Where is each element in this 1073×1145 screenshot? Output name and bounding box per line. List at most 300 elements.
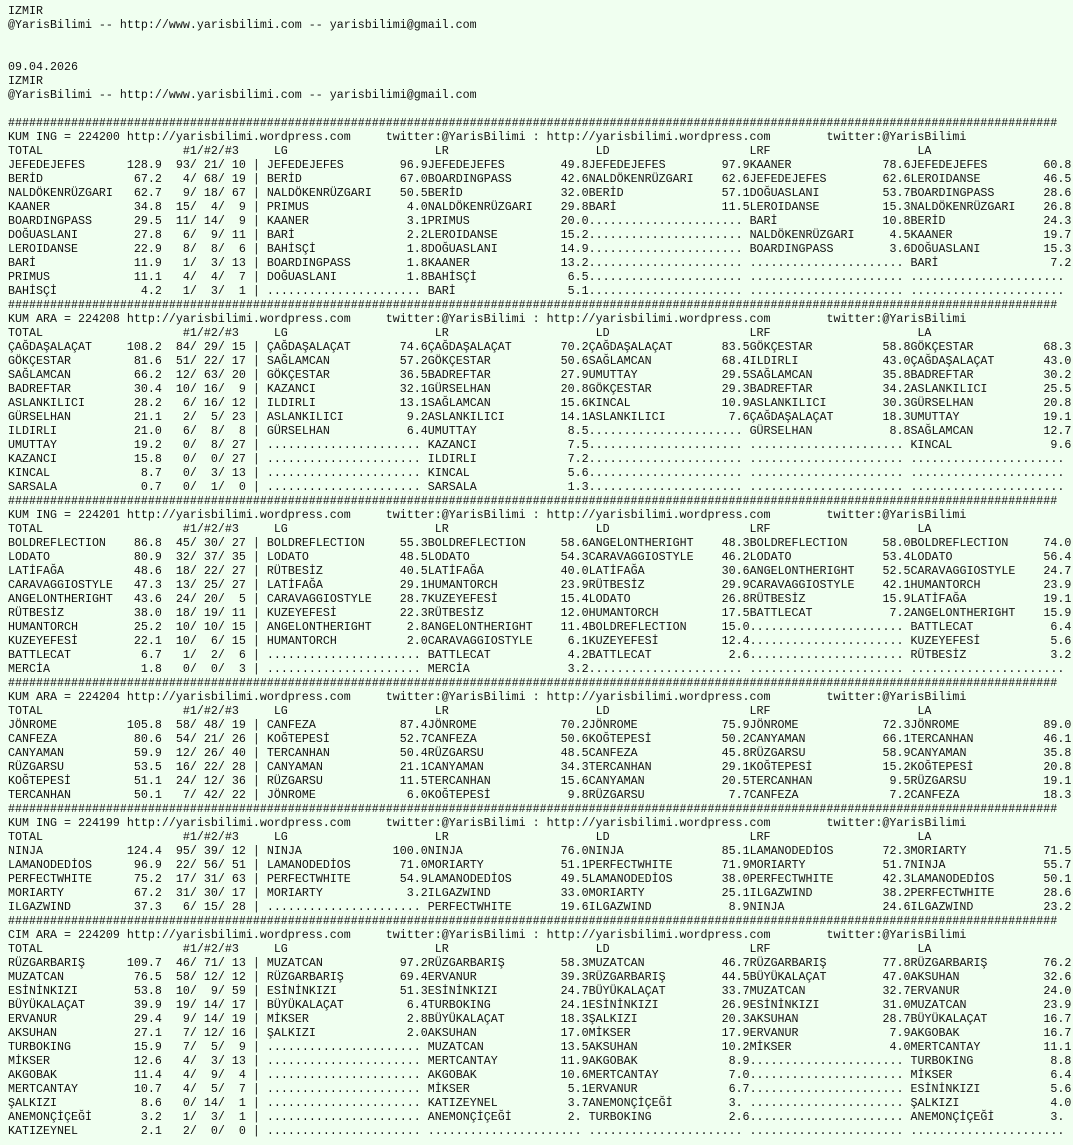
lr-value: 15.2 bbox=[553, 228, 589, 242]
lg-name: GÖKÇESTAR bbox=[266, 368, 393, 382]
column-divider: | bbox=[245, 382, 267, 396]
place-counts: 7/ 42/ 22 bbox=[161, 788, 246, 802]
lg-name: LAMANODEDİOS bbox=[266, 858, 393, 872]
lrf-value: 34.2 bbox=[875, 382, 911, 396]
lr-value: 12.0 bbox=[553, 606, 589, 620]
place-counts: 0/ 1/ 0 bbox=[161, 480, 246, 494]
spacer: : bbox=[525, 130, 547, 144]
la-name: GÜRSELHAN bbox=[910, 396, 1037, 410]
la-name: AKGOBAK bbox=[910, 1026, 1037, 1040]
place-counts: 93/ 21/ 10 bbox=[161, 158, 246, 172]
lg-empty: ...................... bbox=[266, 1054, 428, 1068]
table-row bbox=[8, 998, 1073, 1012]
ld-name: CANFEZA bbox=[588, 746, 715, 760]
lr-name: LODATO bbox=[427, 550, 554, 564]
total-name: BOARDINGPASS bbox=[8, 214, 113, 228]
ld-name: ERVANUR bbox=[588, 1082, 715, 1096]
lrf-value: 78.6 bbox=[875, 158, 911, 172]
lg-value: 28.7 bbox=[392, 592, 428, 606]
la-value: 32.6 bbox=[1036, 970, 1072, 984]
total-name: LEROIDANSE bbox=[8, 242, 113, 256]
lrf-value: 51.7 bbox=[875, 858, 911, 872]
place-counts: 95/ 39/ 12 bbox=[161, 844, 246, 858]
lr-value: 39.3 bbox=[553, 970, 589, 984]
site-link: http://yarisbilimi.wordpress.com bbox=[546, 816, 771, 830]
column-divider: | bbox=[245, 998, 267, 1012]
column-divider: | bbox=[245, 368, 267, 382]
place-counts: 24/ 20/ 5 bbox=[161, 592, 246, 606]
la-value: 16.7 bbox=[1036, 1012, 1072, 1026]
total-name: GÜRSELHAN bbox=[8, 410, 113, 424]
lg-value: 51.3 bbox=[392, 984, 428, 998]
spacer bbox=[771, 690, 827, 704]
column-divider: | bbox=[245, 410, 267, 424]
ld-name: CARAVAGGIOSTYLE bbox=[588, 550, 715, 564]
lg-name: GÜRSELHAN bbox=[266, 424, 393, 438]
lg-name: MORIARTY bbox=[266, 886, 393, 900]
lr-name: KAZANCI bbox=[427, 438, 554, 452]
place-counts: 10/ 10/ 15 bbox=[161, 620, 246, 634]
lr-value: 40.0 bbox=[553, 564, 589, 578]
total-name: SAĞLAMCAN bbox=[8, 368, 113, 382]
place-counts: 31/ 30/ 17 bbox=[161, 886, 246, 900]
lg-name: ESİNİNKIZI bbox=[266, 984, 393, 998]
table-row bbox=[8, 620, 1073, 634]
table-row bbox=[8, 480, 1073, 494]
place-counts: 10/ 16/ 9 bbox=[161, 382, 246, 396]
la-name: MUZATCAN bbox=[910, 998, 1037, 1012]
la-name: NALDÖKENRÜZGARI bbox=[910, 200, 1037, 214]
total-name: ILGAZWIND bbox=[8, 900, 113, 914]
city-line: IZMIR bbox=[8, 4, 43, 18]
place-counts: 18/ 19/ 11 bbox=[161, 606, 246, 620]
twitter-handle: twitter:@YarisBilimi bbox=[826, 816, 967, 830]
lr-name: TURBOKING bbox=[427, 998, 554, 1012]
la-name: ERVANUR bbox=[910, 984, 1037, 998]
header-places: #1/#2/#3 bbox=[182, 326, 274, 340]
table-row bbox=[8, 438, 1073, 452]
total-name: BÜYÜKALAÇAT bbox=[8, 998, 113, 1012]
total-name: NALDÖKENRÜZGARI bbox=[8, 186, 113, 200]
ld-value: 50.2 bbox=[714, 732, 750, 746]
total-name: KATIZEYNEL bbox=[8, 1124, 113, 1138]
lg-name: HUMANTORCH bbox=[266, 634, 393, 648]
total-name: ANGELONTHERIGHT bbox=[8, 592, 113, 606]
header-lg: LG bbox=[273, 522, 435, 536]
separator-line bbox=[8, 802, 1073, 816]
lr-name: CARAVAGGIOSTYLE bbox=[427, 634, 554, 648]
lrf-value: 28.7 bbox=[875, 1012, 911, 1026]
lrf-name: MORIARTY bbox=[749, 858, 876, 872]
header-lr: LR bbox=[434, 326, 596, 340]
lrf-empty: ...................... bbox=[749, 438, 911, 452]
place-counts: 4/ 68/ 19 bbox=[161, 172, 246, 186]
lg-name: ILDIRLI bbox=[266, 396, 393, 410]
lg-value: 74.6 bbox=[392, 340, 428, 354]
la-empty: ...................... bbox=[910, 270, 1072, 284]
lr-name: ANEMONÇİÇEĞİ bbox=[427, 1110, 554, 1124]
separator-line bbox=[8, 914, 1073, 928]
separator-line bbox=[8, 494, 1073, 508]
header-lg: LG bbox=[273, 830, 435, 844]
place-counts: 0/ 3/ 13 bbox=[161, 466, 246, 480]
ld-empty: ...................... bbox=[588, 214, 750, 228]
ld-value: 7.6 bbox=[714, 410, 750, 424]
ld-value: 25.1 bbox=[714, 886, 750, 900]
place-counts: 19/ 14/ 17 bbox=[161, 998, 246, 1012]
twitter-handle: twitter:@YarisBilimi bbox=[385, 816, 526, 830]
la-value: 23.9 bbox=[1036, 578, 1072, 592]
lg-value: 29.1 bbox=[392, 578, 428, 592]
lr-value: 70.2 bbox=[553, 718, 589, 732]
total-name: BARİ bbox=[8, 256, 113, 270]
la-name: NINJA bbox=[910, 858, 1037, 872]
lg-name: KUZEYEFESİ bbox=[266, 606, 393, 620]
column-divider: | bbox=[245, 760, 267, 774]
lg-name: KOĞTEPESİ bbox=[266, 732, 393, 746]
spacer: : bbox=[525, 312, 547, 326]
spacer bbox=[351, 130, 386, 144]
ld-value: 20.5 bbox=[714, 774, 750, 788]
total-name: ASLANKILICI bbox=[8, 396, 113, 410]
lrf-value: 3.6 bbox=[875, 242, 911, 256]
total-name: MUZATCAN bbox=[8, 970, 113, 984]
lr-value: 70.2 bbox=[553, 340, 589, 354]
lr-name: BARİ bbox=[427, 284, 554, 298]
la-value: 7.2 bbox=[1036, 256, 1072, 270]
race-title: KUM ING = 224201 bbox=[8, 508, 127, 522]
lrf-empty: ...................... bbox=[749, 1124, 911, 1138]
la-value: 4.0 bbox=[1036, 1096, 1072, 1110]
section-title-line bbox=[8, 690, 1073, 704]
lrf-empty: ...................... bbox=[749, 284, 911, 298]
site-link: http://yarisbilimi.wordpress.com bbox=[546, 928, 771, 942]
total-name: BERİD bbox=[8, 172, 113, 186]
header-la: LA bbox=[917, 942, 932, 956]
site-link: http://yarisbilimi.wordpress.com bbox=[546, 690, 771, 704]
ld-value: 29.5 bbox=[714, 368, 750, 382]
column-divider: | bbox=[245, 662, 267, 676]
total-score: 80.9 bbox=[112, 550, 162, 564]
date-line: 09.04.2026 bbox=[8, 60, 78, 74]
column-header-line bbox=[8, 830, 1073, 844]
lr-value: 5.6 bbox=[553, 466, 589, 480]
la-value: 43.0 bbox=[1036, 354, 1072, 368]
lrf-name: ILDIRLI bbox=[749, 354, 876, 368]
total-score: 50.1 bbox=[112, 788, 162, 802]
ld-value: 48.3 bbox=[714, 536, 750, 550]
column-divider: | bbox=[245, 214, 267, 228]
total-name: PRIMUS bbox=[8, 270, 113, 284]
total-name: RÜZGARBARIŞ bbox=[8, 956, 113, 970]
lrf-value: 10.8 bbox=[875, 214, 911, 228]
lg-empty: ...................... bbox=[266, 1068, 428, 1082]
place-counts: 7/ 5/ 9 bbox=[161, 1040, 246, 1054]
site-link: http://yarisbilimi.wordpress.com bbox=[126, 816, 351, 830]
ld-name: ESİNİNKIZI bbox=[588, 998, 715, 1012]
total-name: ILDIRLI bbox=[8, 424, 113, 438]
place-counts: 46/ 71/ 13 bbox=[161, 956, 246, 970]
lr-value: 6.5 bbox=[553, 270, 589, 284]
lrf-value: 35.8 bbox=[875, 368, 911, 382]
la-name: RÜZGARBARIŞ bbox=[910, 956, 1037, 970]
lr-value: 23.9 bbox=[553, 578, 589, 592]
lg-value: 55.3 bbox=[392, 536, 428, 550]
place-counts: 1/ 3/ 1 bbox=[161, 284, 246, 298]
spacer bbox=[351, 690, 386, 704]
ld-value: 38.0 bbox=[714, 872, 750, 886]
lr-name: LEROIDANSE bbox=[427, 228, 554, 242]
la-value: 9.6 bbox=[1036, 438, 1072, 452]
place-counts: 58/ 48/ 19 bbox=[161, 718, 246, 732]
la-value: 5.6 bbox=[1036, 634, 1072, 648]
lr-value: 6.1 bbox=[553, 634, 589, 648]
twitter-handle: twitter:@YarisBilimi bbox=[826, 928, 967, 942]
total-score: 66.2 bbox=[112, 368, 162, 382]
lr-value: 3.7 bbox=[553, 1096, 589, 1110]
section-title-line bbox=[8, 130, 1073, 144]
column-divider: | bbox=[245, 872, 267, 886]
total-name: MERCİA bbox=[8, 662, 113, 676]
la-value: 19.1 bbox=[1036, 592, 1072, 606]
table-row bbox=[8, 1012, 1073, 1026]
table-row bbox=[8, 760, 1073, 774]
lg-name: NINJA bbox=[266, 844, 393, 858]
lr-value: 15.6 bbox=[553, 774, 589, 788]
la-name: ANGELONTHERIGHT bbox=[910, 606, 1037, 620]
total-name: AKSUHAN bbox=[8, 1026, 113, 1040]
column-header-line bbox=[8, 704, 1073, 718]
column-divider: | bbox=[245, 718, 267, 732]
lr-value: 1.3 bbox=[553, 480, 589, 494]
total-name: MİKSER bbox=[8, 1054, 113, 1068]
ld-name: ŞALKIZI bbox=[588, 1012, 715, 1026]
ld-empty: ...................... bbox=[588, 424, 750, 438]
ld-name: CANYAMAN bbox=[588, 774, 715, 788]
lg-value: 48.5 bbox=[392, 550, 428, 564]
lr-value: 17.0 bbox=[553, 1026, 589, 1040]
column-divider: | bbox=[245, 1124, 267, 1138]
table-row bbox=[8, 242, 1073, 256]
city-line: IZMIR bbox=[8, 74, 43, 88]
total-name: ERVANUR bbox=[8, 1012, 113, 1026]
lr-value: 4.2 bbox=[553, 648, 589, 662]
la-value: 11.1 bbox=[1036, 1040, 1072, 1054]
la-value: 3.2 bbox=[1036, 648, 1072, 662]
lrf-value: 31.0 bbox=[875, 998, 911, 1012]
total-name: UMUTTAY bbox=[8, 438, 113, 452]
lr-value: 48.5 bbox=[553, 746, 589, 760]
la-empty: ...................... bbox=[910, 480, 1072, 494]
lrf-empty: ...................... bbox=[749, 452, 911, 466]
spacer: : bbox=[525, 508, 547, 522]
column-divider: | bbox=[245, 340, 267, 354]
site-link: http://yarisbilimi.wordpress.com bbox=[546, 312, 771, 326]
total-score: 1.8 bbox=[112, 662, 162, 676]
lg-value: 100.0 bbox=[392, 844, 428, 858]
place-counts: 58/ 12/ 12 bbox=[161, 970, 246, 984]
la-empty: ...................... bbox=[910, 466, 1072, 480]
total-name: RÜZGARSU bbox=[8, 760, 113, 774]
total-score: 21.1 bbox=[112, 410, 162, 424]
lg-value: 6.4 bbox=[392, 424, 428, 438]
place-counts: 6/ 8/ 8 bbox=[161, 424, 246, 438]
total-name: BADREFTAR bbox=[8, 382, 113, 396]
total-score: 75.2 bbox=[112, 872, 162, 886]
column-divider: | bbox=[245, 844, 267, 858]
place-counts: 6/ 15/ 28 bbox=[161, 900, 246, 914]
lr-value: 27.9 bbox=[553, 368, 589, 382]
twitter-handle: twitter:@YarisBilimi bbox=[826, 312, 967, 326]
place-counts: 1/ 3/ 13 bbox=[161, 256, 246, 270]
header-la: LA bbox=[917, 830, 932, 844]
lrf-name: BOARDINGPASS bbox=[749, 242, 876, 256]
lrf-name: BADREFTAR bbox=[749, 382, 876, 396]
lrf-name: LODATO bbox=[749, 550, 876, 564]
ld-empty: ...................... bbox=[588, 438, 750, 452]
ld-value: 29.1 bbox=[714, 760, 750, 774]
la-name: KAANER bbox=[910, 228, 1037, 242]
table-row bbox=[8, 872, 1073, 886]
hash-separator: ###################################################################################################################################################### bbox=[8, 298, 1058, 312]
lg-value: 3.1 bbox=[392, 214, 428, 228]
ld-name: PERFECTWHITE bbox=[588, 858, 715, 872]
la-name: CARAVAGGIOSTYLE bbox=[910, 564, 1037, 578]
place-counts: 2/ 0/ 0 bbox=[161, 1124, 246, 1138]
la-value: 15.9 bbox=[1036, 606, 1072, 620]
header-lg: LG bbox=[273, 144, 435, 158]
la-name: LAMANODEDİOS bbox=[910, 872, 1037, 886]
total-score: 96.9 bbox=[112, 858, 162, 872]
lrf-name: NALDÖKENRÜZGARI bbox=[749, 228, 876, 242]
lg-name: MİKSER bbox=[266, 1012, 393, 1026]
lg-name: LODATO bbox=[266, 550, 393, 564]
header-lrf: LRF bbox=[749, 830, 918, 844]
lr-value: 20.8 bbox=[553, 382, 589, 396]
place-counts: 45/ 30/ 27 bbox=[161, 536, 246, 550]
lrf-name: ASLANKILICI bbox=[749, 396, 876, 410]
la-name: BARİ bbox=[910, 256, 1037, 270]
lr-name: HUMANTORCH bbox=[427, 578, 554, 592]
total-name: CANYAMAN bbox=[8, 746, 113, 760]
hash-separator: ###################################################################################################################################################### bbox=[8, 802, 1058, 816]
total-name: GÖKÇESTAR bbox=[8, 354, 113, 368]
lrf-value: 24.6 bbox=[875, 900, 911, 914]
lr-name: MORIARTY bbox=[427, 858, 554, 872]
lrf-name: GÖKÇESTAR bbox=[749, 340, 876, 354]
total-score: 43.6 bbox=[112, 592, 162, 606]
lg-name: KAZANCI bbox=[266, 382, 393, 396]
lrf-value: 15.9 bbox=[875, 592, 911, 606]
lr-name: UMUTTAY bbox=[427, 424, 554, 438]
la-value: 25.5 bbox=[1036, 382, 1072, 396]
table-row bbox=[8, 1082, 1073, 1096]
lrf-value: 7.2 bbox=[875, 606, 911, 620]
place-counts: 1/ 2/ 6 bbox=[161, 648, 246, 662]
la-value: 5.6 bbox=[1036, 1082, 1072, 1096]
lg-name: DOĞUASLANI bbox=[266, 270, 393, 284]
lr-name: GÖKÇESTAR bbox=[427, 354, 554, 368]
la-empty: ...................... bbox=[910, 284, 1072, 298]
ld-name: LODATO bbox=[588, 592, 715, 606]
lr-name: PERFECTWHITE bbox=[427, 900, 554, 914]
table-row bbox=[8, 1026, 1073, 1040]
la-name: BADREFTAR bbox=[910, 368, 1037, 382]
ld-name: JÖNROME bbox=[588, 718, 715, 732]
spacer bbox=[771, 312, 827, 326]
lg-value: 50.5 bbox=[392, 186, 428, 200]
lrf-name: ESİNİNKIZI bbox=[749, 998, 876, 1012]
place-counts: 13/ 25/ 27 bbox=[161, 578, 246, 592]
lrf-value: 15.3 bbox=[875, 200, 911, 214]
column-divider: | bbox=[245, 564, 267, 578]
column-divider: | bbox=[245, 158, 267, 172]
lrf-value: 72.3 bbox=[875, 718, 911, 732]
ld-empty: ...................... bbox=[588, 662, 750, 676]
la-name: LEROIDANSE bbox=[910, 172, 1037, 186]
header-lrf: LRF bbox=[749, 704, 918, 718]
la-name: BATTLECAT bbox=[910, 620, 1037, 634]
la-value: 6.4 bbox=[1036, 1068, 1072, 1082]
contact-line: @YarisBilimi -- http://www.yarisbilimi.com -- yarisbilimi@gmail.com bbox=[8, 88, 477, 102]
lrf-name: JEFEDEJEFES bbox=[749, 172, 876, 186]
lrf-value: 4.0 bbox=[875, 1040, 911, 1054]
column-divider: | bbox=[245, 242, 267, 256]
la-empty: ...................... bbox=[910, 452, 1072, 466]
ld-empty: ...................... bbox=[588, 242, 750, 256]
lr-value: 9.8 bbox=[553, 788, 589, 802]
site-link: http://yarisbilimi.wordpress.com bbox=[126, 130, 351, 144]
table-row bbox=[8, 578, 1073, 592]
total-name: LATİFAĞA bbox=[8, 564, 113, 578]
total-score: 86.8 bbox=[112, 536, 162, 550]
total-score: 10.7 bbox=[112, 1082, 162, 1096]
column-divider: | bbox=[245, 774, 267, 788]
la-value: 24.3 bbox=[1036, 214, 1072, 228]
table-row bbox=[8, 886, 1073, 900]
lr-value: 5.1 bbox=[553, 1082, 589, 1096]
place-counts: 6/ 9/ 11 bbox=[161, 228, 246, 242]
total-score: 76.5 bbox=[112, 970, 162, 984]
total-name: ŞALKIZI bbox=[8, 1096, 113, 1110]
place-counts: 24/ 12/ 36 bbox=[161, 774, 246, 788]
table-row bbox=[8, 172, 1073, 186]
lr-name: JEFEDEJEFES bbox=[427, 158, 554, 172]
total-name: KAZANCI bbox=[8, 452, 113, 466]
ld-name: ILGAZWIND bbox=[588, 900, 715, 914]
place-counts: 16/ 22/ 28 bbox=[161, 760, 246, 774]
total-score: 29.4 bbox=[112, 1012, 162, 1026]
site-link: http://yarisbilimi.wordpress.com bbox=[546, 508, 771, 522]
spacer: : bbox=[525, 690, 547, 704]
lg-name: KAANER bbox=[266, 214, 393, 228]
la-name: MERTCANTAY bbox=[910, 1040, 1037, 1054]
ld-name: ANEMONÇİÇEĞİ bbox=[588, 1096, 715, 1110]
lg-name: BERİD bbox=[266, 172, 393, 186]
lg-value: 22.3 bbox=[392, 606, 428, 620]
column-divider: | bbox=[245, 1054, 267, 1068]
lr-value: 5.1 bbox=[553, 284, 589, 298]
lrf-value: 7.9 bbox=[875, 1026, 911, 1040]
place-counts: 4/ 5/ 7 bbox=[161, 1082, 246, 1096]
ld-empty: ...................... bbox=[588, 452, 750, 466]
la-value: 20.8 bbox=[1036, 396, 1072, 410]
lrf-name: ÇAĞDAŞALAÇAT bbox=[749, 410, 876, 424]
column-divider: | bbox=[245, 606, 267, 620]
table-row bbox=[8, 1054, 1073, 1068]
lg-name: ASLANKILICI bbox=[266, 410, 393, 424]
table-row bbox=[8, 284, 1073, 298]
